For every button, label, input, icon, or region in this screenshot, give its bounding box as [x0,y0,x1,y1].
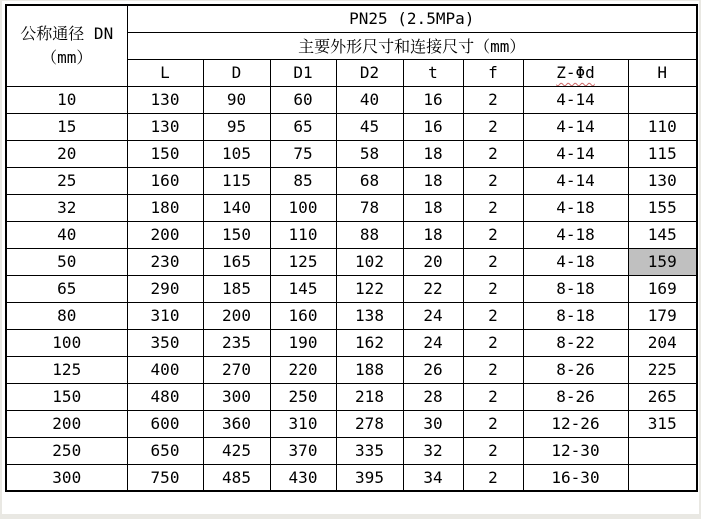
data-cell[interactable]: 600 [127,410,203,437]
pressure-rating-header[interactable]: PN25 (2.5MPa) [127,5,697,32]
column-header-label: t [428,63,438,82]
column-header-label: Z-Φd [556,63,595,82]
data-cell[interactable]: 350 [127,329,203,356]
data-cell[interactable]: 230 [127,248,203,275]
column-header-f[interactable] [463,59,523,86]
data-cell[interactable]: 18 [403,167,463,194]
dn-cell[interactable]: 300 [6,464,127,491]
data-cell[interactable]: 18 [403,221,463,248]
column-header-label: L [160,63,170,82]
data-cell[interactable] [628,437,697,464]
data-cell[interactable]: 8-22 [523,329,628,356]
data-cell[interactable]: 2 [463,221,523,248]
data-cell[interactable]: 24 [403,302,463,329]
data-cell[interactable]: 40 [336,86,403,113]
dn-cell[interactable]: 200 [6,410,127,437]
data-cell[interactable]: 24 [403,329,463,356]
column-header-t[interactable] [403,59,463,86]
header-row-1 [6,5,697,32]
table-row-dn-20 [6,140,697,167]
data-cell[interactable]: 130 [127,113,203,140]
dn-cell[interactable]: 65 [6,275,127,302]
data-cell[interactable]: 200 [203,302,270,329]
data-cell[interactable]: 130 [127,86,203,113]
data-cell[interactable]: 290 [127,275,203,302]
data-cell[interactable]: 300 [203,383,270,410]
table-body [6,86,697,491]
column-header-H[interactable] [628,59,697,86]
dn-cell[interactable]: 40 [6,221,127,248]
data-cell[interactable]: 12-26 [523,410,628,437]
data-cell[interactable]: 2 [463,437,523,464]
table-row-dn-10 [6,86,697,113]
data-cell[interactable]: 190 [270,329,336,356]
data-cell[interactable]: 18 [403,140,463,167]
data-cell[interactable]: 138 [336,302,403,329]
data-cell[interactable]: 395 [336,464,403,491]
table-row-dn-15 [6,113,697,140]
data-cell[interactable]: 140 [203,194,270,221]
data-cell[interactable]: 4-14 [523,140,628,167]
data-cell[interactable]: 4-18 [523,221,628,248]
data-cell[interactable]: 2 [463,302,523,329]
data-cell[interactable]: 110 [628,113,697,140]
column-header-D2[interactable] [336,59,403,86]
data-cell[interactable]: 78 [336,194,403,221]
data-cell[interactable]: 100 [270,194,336,221]
data-cell[interactable]: 4-18 [523,194,628,221]
data-cell[interactable]: 310 [270,410,336,437]
data-cell[interactable]: 185 [203,275,270,302]
table-row-dn-200 [6,410,697,437]
dn-cell[interactable]: 32 [6,194,127,221]
corner-header-line2: （mm） [41,47,93,67]
data-cell[interactable]: 2 [463,356,523,383]
data-cell[interactable]: 4-18 [523,248,628,275]
data-cell[interactable]: 8-18 [523,275,628,302]
data-cell[interactable]: 650 [127,437,203,464]
table-row-dn-250 [6,437,697,464]
column-header-label: D [231,63,242,82]
data-cell[interactable]: 180 [127,194,203,221]
data-cell[interactable]: 18 [403,194,463,221]
data-cell[interactable] [628,464,697,491]
data-cell[interactable]: 16 [403,113,463,140]
data-cell[interactable]: 130 [628,167,697,194]
table-row-dn-25 [6,167,697,194]
data-cell[interactable]: 480 [127,383,203,410]
data-cell[interactable]: 102 [336,248,403,275]
column-header-Z-Φd[interactable] [523,59,628,86]
data-cell[interactable]: 204 [628,329,697,356]
data-cell[interactable]: 2 [463,167,523,194]
data-cell[interactable]: 270 [203,356,270,383]
data-cell[interactable]: 2 [463,410,523,437]
column-header-D[interactable] [203,59,270,86]
data-cell[interactable]: 750 [127,464,203,491]
data-cell[interactable]: 145 [628,221,697,248]
data-cell[interactable]: 430 [270,464,336,491]
data-cell[interactable]: 250 [270,383,336,410]
table-row-dn-32 [6,194,697,221]
data-cell[interactable]: 160 [127,167,203,194]
data-cell[interactable]: 95 [203,113,270,140]
data-cell[interactable]: 179 [628,302,697,329]
dn-cell[interactable]: 150 [6,383,127,410]
data-cell[interactable]: 310 [127,302,203,329]
data-cell[interactable]: 34 [403,464,463,491]
data-cell[interactable]: 2 [463,383,523,410]
data-cell[interactable]: 58 [336,140,403,167]
data-cell[interactable]: 2 [463,113,523,140]
column-header-label: H [657,63,668,82]
data-cell[interactable]: 2 [463,248,523,275]
dn-cell[interactable]: 80 [6,302,127,329]
column-header-D1[interactable] [270,59,336,86]
data-cell[interactable]: 2 [463,275,523,302]
data-cell[interactable]: 225 [628,356,697,383]
data-cell[interactable]: 32 [403,437,463,464]
table-row-dn-125 [6,356,697,383]
dn-cell[interactable]: 50 [6,248,127,275]
data-cell[interactable]: 4-14 [523,167,628,194]
table-row-dn-40 [6,221,697,248]
data-cell[interactable] [628,86,697,113]
data-cell[interactable]: 335 [336,437,403,464]
data-cell[interactable]: 8-26 [523,356,628,383]
document-page [2,1,699,514]
column-header-L[interactable] [127,59,203,86]
column-header-label: D2 [359,63,380,82]
data-cell[interactable]: 8-26 [523,383,628,410]
dn-cell[interactable]: 250 [6,437,127,464]
dimensions-title-header[interactable]: 主要外形尺寸和连接尺寸（mm） [127,32,697,59]
dn-cell[interactable]: 10 [6,86,127,113]
selected-cell[interactable]: 159 [628,248,697,275]
data-cell[interactable]: 155 [628,194,697,221]
data-cell[interactable]: 22 [403,275,463,302]
corner-header-line1: 公称通径 DN [20,23,114,43]
data-cell[interactable]: 2 [463,194,523,221]
dn-cell[interactable]: 125 [6,356,127,383]
data-cell[interactable]: 160 [270,302,336,329]
data-cell[interactable]: 60 [270,86,336,113]
data-cell[interactable]: 45 [336,113,403,140]
data-cell[interactable]: 265 [628,383,697,410]
data-cell[interactable]: 30 [403,410,463,437]
data-cell[interactable]: 115 [203,167,270,194]
data-cell[interactable]: 28 [403,383,463,410]
data-cell[interactable]: 370 [270,437,336,464]
data-cell[interactable]: 110 [270,221,336,248]
data-cell[interactable]: 145 [270,275,336,302]
dimensions-table [5,4,698,492]
data-cell[interactable]: 90 [203,86,270,113]
data-cell[interactable]: 2 [463,86,523,113]
data-cell[interactable]: 16 [403,86,463,113]
table-row-dn-50 [6,248,697,275]
data-cell[interactable]: 8-18 [523,302,628,329]
table-row-dn-300 [6,464,697,491]
data-cell[interactable]: 278 [336,410,403,437]
data-cell[interactable]: 220 [270,356,336,383]
data-cell[interactable]: 2 [463,464,523,491]
column-header-label: f [488,63,498,82]
data-cell[interactable]: 75 [270,140,336,167]
data-cell[interactable]: 115 [628,140,697,167]
data-cell[interactable]: 200 [127,221,203,248]
data-cell[interactable]: 485 [203,464,270,491]
corner-header-cell[interactable] [6,5,127,86]
data-cell[interactable]: 122 [336,275,403,302]
data-cell[interactable]: 165 [203,248,270,275]
data-cell[interactable]: 218 [336,383,403,410]
data-cell[interactable]: 188 [336,356,403,383]
data-cell[interactable]: 162 [336,329,403,356]
data-cell[interactable]: 150 [203,221,270,248]
data-cell[interactable]: 4-14 [523,113,628,140]
data-cell[interactable]: 425 [203,437,270,464]
data-cell[interactable]: 12-30 [523,437,628,464]
dn-cell[interactable]: 20 [6,140,127,167]
data-cell[interactable]: 2 [463,140,523,167]
table-row-dn-150 [6,383,697,410]
table-row-dn-100 [6,329,697,356]
data-cell[interactable]: 360 [203,410,270,437]
data-cell[interactable]: 150 [127,140,203,167]
data-cell[interactable]: 400 [127,356,203,383]
data-cell[interactable]: 169 [628,275,697,302]
data-cell[interactable]: 68 [336,167,403,194]
column-header-label: D1 [293,63,313,82]
data-cell[interactable]: 20 [403,248,463,275]
dn-cell[interactable]: 100 [6,329,127,356]
data-cell[interactable]: 125 [270,248,336,275]
data-cell[interactable]: 315 [628,410,697,437]
data-cell[interactable]: 2 [463,329,523,356]
table-row-dn-80 [6,302,697,329]
data-cell[interactable]: 16-30 [523,464,628,491]
data-cell[interactable]: 85 [270,167,336,194]
data-cell[interactable]: 88 [336,221,403,248]
data-cell[interactable]: 65 [270,113,336,140]
table-row-dn-65 [6,275,697,302]
data-cell[interactable]: 26 [403,356,463,383]
dn-cell[interactable]: 25 [6,167,127,194]
data-cell[interactable]: 4-14 [523,86,628,113]
dn-cell[interactable]: 15 [6,113,127,140]
data-cell[interactable]: 105 [203,140,270,167]
data-cell[interactable]: 235 [203,329,270,356]
